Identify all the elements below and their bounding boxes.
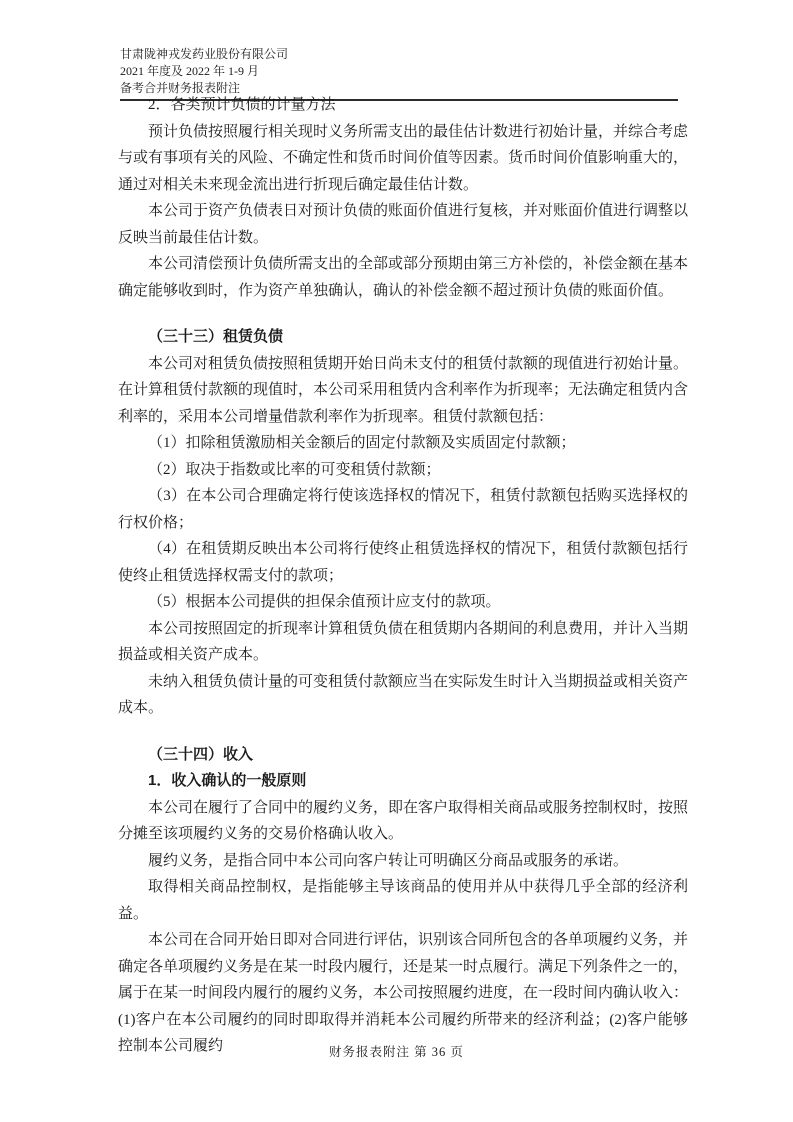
paragraph: 本公司按照固定的折现率计算租赁负债在租赁期内各期间的利息费用，并计入当期损益或相关资产成本。: [118, 620, 689, 663]
paragraph: 本公司在履行了合同中的履约义务，即在客户取得相关商品或服务控制权时，按照分摊至该项履约义务的交易价格确认收入。: [118, 799, 689, 842]
paragraph: 本公司于资产负债表日对预计负债的账面价值进行复核，并对账面价值进行调整以反映当前最佳估计数。: [118, 203, 689, 246]
paragraph: 预计负债按照履行相关现时义务所需支出的最佳估计数进行初始计量，并综合考虑与或有事项有关的风险、不确定性和货币时间价值等因素。货币时间价值影响重大的，通过对相关未来现金流出进行折现后确定最佳估计数。: [118, 123, 689, 193]
list-item-3: （3）在本公司合理确定将行使该选择权的情况下，租赁付款额包括购买选择权的行权价格；: [118, 488, 688, 531]
report-period: 2021 年度及 2022 年 1-9 月: [120, 64, 259, 78]
heading-estimated-liabilities-measurement: 2．各类预计负债的计量方法: [148, 97, 336, 113]
page-footer: 财务报表附注 第 36 页: [329, 1045, 464, 1059]
document-type: 备考合并财务报表附注: [120, 81, 241, 95]
heading-section-33-lease-liabilities: （三十三）租赁负债: [148, 328, 284, 345]
paragraph: 未纳入租赁负债计量的可变租赁付款额应当在实际发生时计入当期损益或相关资产成本。: [118, 673, 689, 716]
paragraph: 履约义务，是指合同中本公司向客户转让可明确区分商品或服务的承诺。: [148, 852, 629, 869]
paragraph: 本公司对租赁负债按照租赁期开始日尚未支付的租赁付款额的现值进行初始计量。在计算租赁付款额的现值时，本公司采用租赁内含利率作为折现率；无法确定租赁内含利率的，采用本公司增量借款利率作为折现率。租赁付款额包括：: [118, 355, 689, 425]
document-body: [118, 92, 688, 1060]
list-item-4: （4）在租赁期反映出本公司将行使终止租赁选择权的情况下，租赁付款额包括行使终止租赁选择权需支付的款项；: [118, 541, 688, 584]
heading-revenue-recognition-general: 1．收入确认的一般原则: [148, 772, 307, 789]
paragraph: 本公司在合同开始日即对合同进行评估，识别该合同所包含的各单项履约义务，并确定各单项履约义务是在某一时段内履行，还是某一时点履行。满足下列条件之一的，属于在某一时间段内履行的履约义务，本公司按照履约进度，在一段时间内确认收入：(1)客户在本公司履约的同时即取得并消耗本公司履约所带来的经济利益；(2)客户能够控制本公司履约: [118, 932, 689, 1054]
list-item-5: （5）根据本公司提供的担保余值预计应支付的款项。: [148, 594, 501, 610]
heading-section-34-revenue: （三十四）收入: [148, 745, 254, 763]
paragraph: 取得相关商品控制权，是指能够主导该商品的使用并从中获得几乎全部的经济利益。: [118, 879, 688, 922]
company-name: 甘肃陇神戎发药业股份有限公司: [120, 47, 289, 61]
paragraph: 本公司清偿预计负债所需支出的全部或部分预期由第三方补偿的，补偿金额在基本确定能够收到时，作为资产单独确认，确认的补偿金额不超过预计负债的账面价值。: [118, 256, 689, 299]
list-item-1: （1）扣除租赁激励相关金额后的固定付款额及实质固定付款额；: [148, 435, 576, 451]
list-item-2: （2）取决于指数或比率的可变租赁付款额；: [148, 461, 441, 478]
